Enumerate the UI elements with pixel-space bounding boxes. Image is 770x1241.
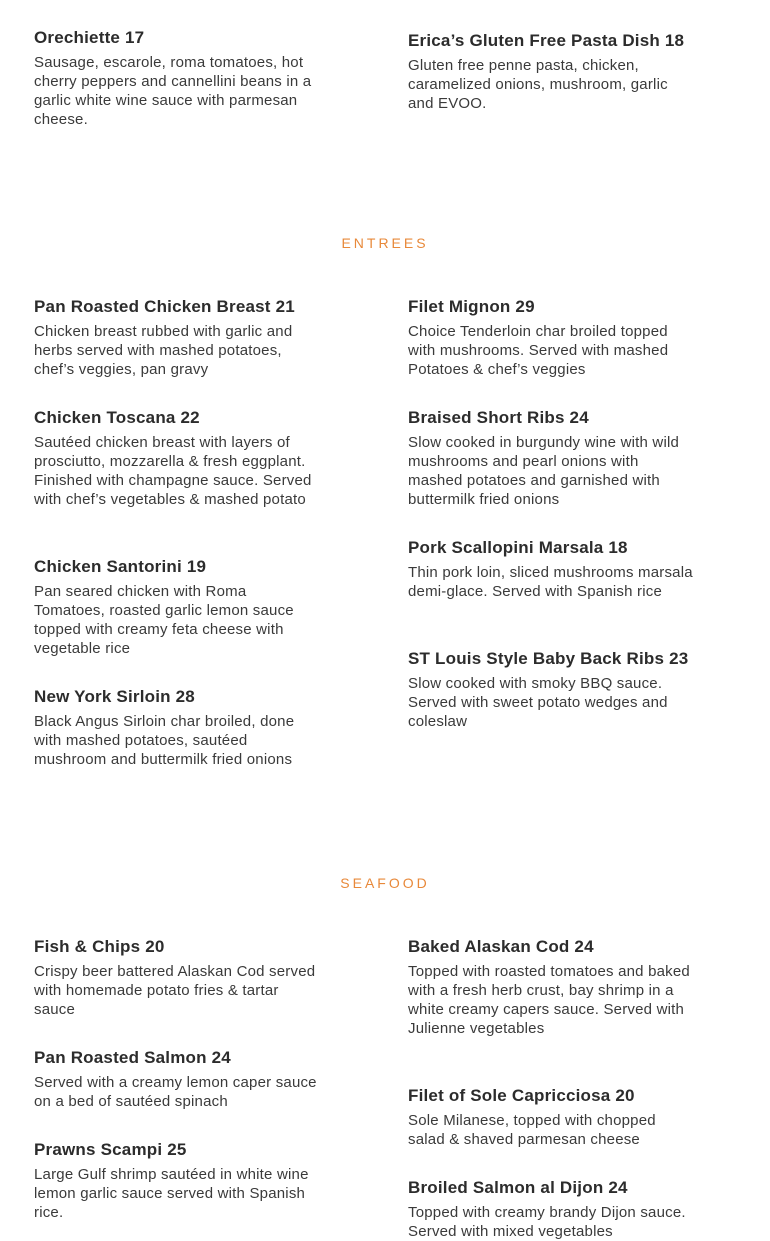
section-title-entrees: ENTREES <box>341 235 429 251</box>
menu-item-pan-roasted-salmon <box>34 1047 319 1111</box>
menu-item-description: Choice Tenderloin char broiled topped with mushrooms. Served with mashed Potatoes & chef’s veggies <box>408 323 669 378</box>
menu-item-description: Black Angus Sirloin char broiled, done with mashed potatoes, sautéed mushroom and buttermilk fried onions <box>34 713 295 768</box>
menu-item-name: Chicken Toscana 22 <box>34 408 200 427</box>
menu-item-name: Filet of Sole Capricciosa 20 <box>408 1086 635 1105</box>
menu-item-name: New York Sirloin 28 <box>34 687 195 706</box>
menu-item-name: Pan Roasted Salmon 24 <box>34 1048 231 1067</box>
menu-item-name: Fish & Chips 20 <box>34 937 165 956</box>
menu-item-description: Slow cooked in burgundy wine with wild mushrooms and pearl onions with mashed potatoes and garnished with buttermilk fried onions <box>408 434 680 508</box>
section-title-seafood: SEAFOOD <box>340 875 430 891</box>
menu-item-orechiette <box>34 27 319 129</box>
menu-item-name: Orechiette 17 <box>34 28 145 47</box>
menu-item-name: Braised Short Ribs 24 <box>408 408 589 427</box>
menu-item-description: Thin pork loin, sliced mushrooms marsala demi-glace. Served with Spanish rice <box>408 564 693 600</box>
menu-item-filet-mignon <box>408 296 693 379</box>
menu-item-description: Chicken breast rubbed with garlic and herbs served with mashed potatoes, chef’s veggies, pan gravy <box>34 323 293 378</box>
menu-item-name: ST Louis Style Baby Back Ribs 23 <box>408 649 689 668</box>
menu-item-chicken-santorini <box>34 556 319 658</box>
menu-item-pan-roasted-chicken <box>34 296 319 379</box>
menu-item-description: Slow cooked with smoky BBQ sauce. Served with sweet potato wedges and coleslaw <box>408 675 668 730</box>
menu-item-description: Crispy beer battered Alaskan Cod served with homemade potato fries & tartar sauce <box>34 963 316 1018</box>
menu-item-name: Pan Roasted Chicken Breast 21 <box>34 297 295 316</box>
menu-item-name: Erica’s Gluten Free Pasta Dish 18 <box>408 31 685 50</box>
menu-item-name: Pork Scallopini Marsala 18 <box>408 538 628 557</box>
menu-item-broiled-salmon-dijon <box>408 1177 693 1241</box>
menu-item-description: Sausage, escarole, roma tomatoes, hot cherry peppers and cannellini beans in a garlic white wine sauce with parmesan cheese. <box>34 54 312 128</box>
menu-item-name: Broiled Salmon al Dijon 24 <box>408 1178 628 1197</box>
menu-item-erica-gluten-free <box>408 30 693 113</box>
menu-item-name: Baked Alaskan Cod 24 <box>408 937 594 956</box>
menu-item-pork-scallopini <box>408 537 693 601</box>
menu-item-name: Prawns Scampi 25 <box>34 1140 187 1159</box>
menu-item-description: Sole Milanese, topped with chopped salad & shaved parmesan cheese <box>408 1112 656 1148</box>
menu-item-prawns-scampi <box>34 1139 319 1222</box>
menu-item-name: Filet Mignon 29 <box>408 297 535 316</box>
menu-item-description: Large Gulf shrimp sautéed in white wine lemon garlic sauce served with Spanish rice. <box>34 1166 309 1221</box>
menu-item-description: Topped with roasted tomatoes and baked with a fresh herb crust, bay shrimp in a white creamy capers sauce. Served with Julienne vegetables <box>408 963 690 1037</box>
menu-item-description: Pan seared chicken with Roma Tomatoes, roasted garlic lemon sauce topped with creamy feta cheese with vegetable rice <box>34 583 294 657</box>
menu-item-baby-back-ribs <box>408 648 693 731</box>
menu-item-baked-alaskan-cod <box>408 936 693 1038</box>
menu-item-filet-of-sole <box>408 1085 693 1149</box>
cut-off-heading <box>408 0 558 4</box>
menu-item-braised-short-ribs <box>408 407 693 509</box>
menu-item-chicken-toscana <box>34 407 319 509</box>
menu-item-description: Sautéed chicken breast with layers of prosciutto, mozzarella & fresh eggplant. Finished with champagne sauce. Served with chef’s vegetables & mashed potato <box>34 434 312 508</box>
menu-item-new-york-sirloin <box>34 686 319 769</box>
menu-item-description: Gluten free penne pasta, chicken, caramelized onions, mushroom, garlic and EVOO. <box>408 57 668 112</box>
menu-item-description: Served with a creamy lemon caper sauce on a bed of sautéed spinach <box>34 1074 317 1110</box>
menu-item-name: Chicken Santorini 19 <box>34 557 207 576</box>
menu-item-fish-chips <box>34 936 319 1019</box>
menu-item-description: Topped with creamy brandy Dijon sauce. Served with mixed vegetables <box>408 1204 686 1240</box>
